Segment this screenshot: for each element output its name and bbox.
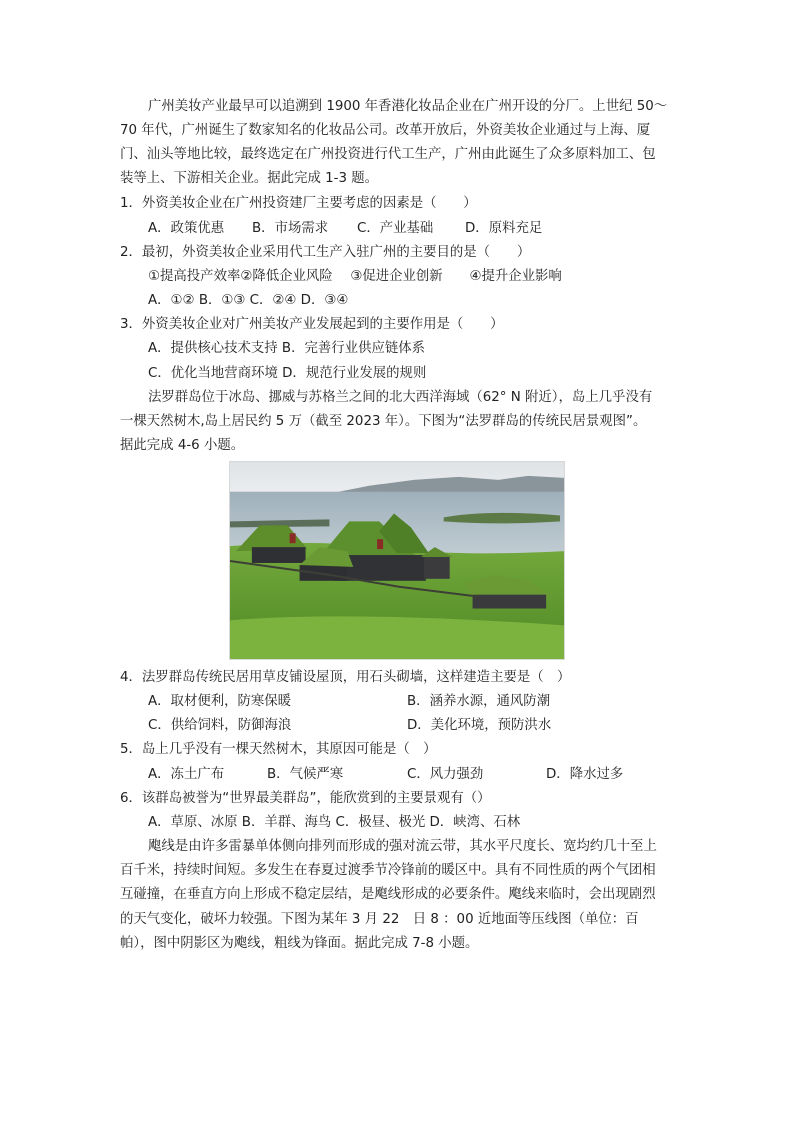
passage3-line-3: 互碰撞，在垂直方向上形成不稳定层结，是飑线形成的必要条件。飑线来临时，会出现剧烈	[120, 887, 656, 902]
passage3-line-2: 百千米，持续时间短。多发生在春夏过渡季节冷锋前的暖区中。具有不同性质的两个气团相	[120, 863, 656, 878]
passage1-line-2: 70 年代，广州诞生了数家知名的化妆品公司。改革开放后，外资美妆企业通过与上海、厦	[120, 123, 651, 138]
q4-option-a: A．取材便利，防寒保暖	[148, 694, 292, 709]
passage3-line-5: 帕），图中阴影区为飑线，粗线为锋面。据此完成 7-8 小题。	[120, 936, 479, 951]
faroe-houses-photo	[229, 461, 565, 660]
q2-items: ①提高投产效率②降低企业风险 ③促进企业创新 ④提升企业影响	[148, 269, 562, 284]
q4-option-c: C．供给饲料，防御海浪	[148, 718, 292, 733]
q1-option-c: C．产业基础	[357, 221, 434, 236]
passage2-line-2: 一棵天然树木,岛上居民约 5 万（截至 2023 年）。下图为“法罗群岛的传统民居景观图”。	[120, 414, 647, 429]
q1-option-a: A．政策优惠	[148, 221, 225, 236]
question-5-stem: 5．岛上几乎没有一棵天然树木，其原因可能是（ ）	[120, 742, 437, 757]
q5-option-c: C．风力强劲	[407, 767, 484, 782]
passage1-line-1: 广州美妆产业最早可以追溯到 1900 年香港化妆品企业在广州开设的分厂。上世纪 50～	[148, 99, 668, 114]
question-6-stem: 6．该群岛被誉为“世界最美群岛”，能欣赏到的主要景观有（）	[120, 791, 491, 806]
q5-option-d: D．降水过多	[546, 767, 624, 782]
q6-options: A．草原、冰原 B．羊群、海鸟 C．极昼、极光 D．峡湾、石林	[148, 815, 521, 830]
q1-option-d: D．原料充足	[465, 221, 543, 236]
question-3-stem: 3．外资美妆企业对广州美妆产业发展起到的主要作用是（ ）	[120, 317, 504, 332]
q4-option-b: B．涵养水源，通风防潮	[407, 694, 551, 709]
passage1-line-4: 装等上、下游相关企业。据此完成 1-3 题。	[120, 171, 379, 186]
q5-option-b: B．气候严寒	[267, 767, 344, 782]
passage1-line-3: 门、汕头等地比较，最终选定在广州投资进行代工生产，广州由此诞生了众多原料加工、包	[120, 147, 656, 162]
q5-option-a: A．冻土广布	[148, 767, 225, 782]
q4-option-d: D．美化环境，预防洪水	[407, 718, 552, 733]
question-2-stem: 2．最初，外资美妆企业采用代工生产入驻广州的主要目的是（ ）	[120, 245, 531, 260]
question-1-stem: 1．外资美妆企业在广州投资建厂主要考虑的因素是（ ）	[120, 196, 477, 211]
q2-options: A．①② B．①③ C．②④ D．③④	[148, 293, 349, 308]
passage2-line-1: 法罗群岛位于冰岛、挪威与苏格兰之间的北大西洋海域（62° N 附近），岛上几乎没有	[148, 390, 653, 405]
question-4-stem: 4．法罗群岛传统民居用草皮铺设屋顶，用石头砌墙，这样建造主要是（ ）	[120, 670, 571, 685]
passage3-line-4: 的天气变化，破坏力较强。下图为某年 3 月 22 日 8 ：00 近地面等压线图（单位：百	[120, 912, 639, 927]
passage2-line-3: 据此完成 4-6 小题。	[120, 438, 245, 453]
q1-option-b: B．市场需求	[252, 221, 329, 236]
passage3-line-1: 飑线是由许多雷暴单体侧向排列而形成的强对流云带，其水平尺度长、宽均约几十至上	[148, 839, 657, 854]
q3-options-line-1: A．提供核心技术支持 B．完善行业供应链体系	[148, 341, 426, 356]
q3-options-line-2: C．优化当地营商环境 D．规范行业发展的规则	[148, 366, 427, 381]
